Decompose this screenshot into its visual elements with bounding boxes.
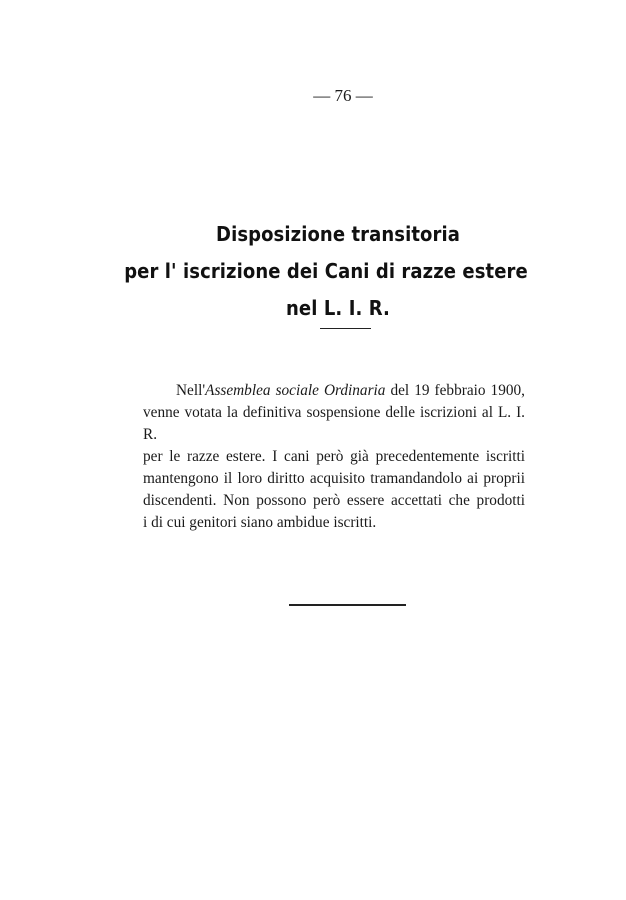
body-line: discendenti. Non possono però essere accettati che prodotti: [143, 492, 525, 509]
text: Nell': [176, 382, 206, 399]
title-line-1: Disposizione transitoria: [216, 222, 460, 246]
text: del 19 febbraio 1900,: [385, 382, 525, 399]
page-number: — 76 —: [313, 86, 373, 105]
end-divider: [289, 604, 406, 606]
italic-text: Assemblea sociale Ordinaria: [205, 382, 386, 399]
body-paragraph: [143, 380, 525, 534]
title-line-3: nel L. I. R.: [286, 296, 390, 320]
body-line: per le razze estere. I cani però già precedentemente iscritti: [143, 448, 525, 465]
body-line: [143, 380, 525, 402]
title-line-2: per l' iscrizione dei Cani di razze estere: [124, 259, 528, 283]
body-line: venne votata la definitiva sospensione delle iscrizioni al L. I. R.: [143, 404, 525, 443]
body-line: i di cui genitori siano ambidue iscritti.: [143, 514, 377, 531]
title-divider: [320, 328, 371, 329]
body-line: mantengono il loro diritto acquisito tramandandolo ai proprii: [143, 470, 525, 487]
